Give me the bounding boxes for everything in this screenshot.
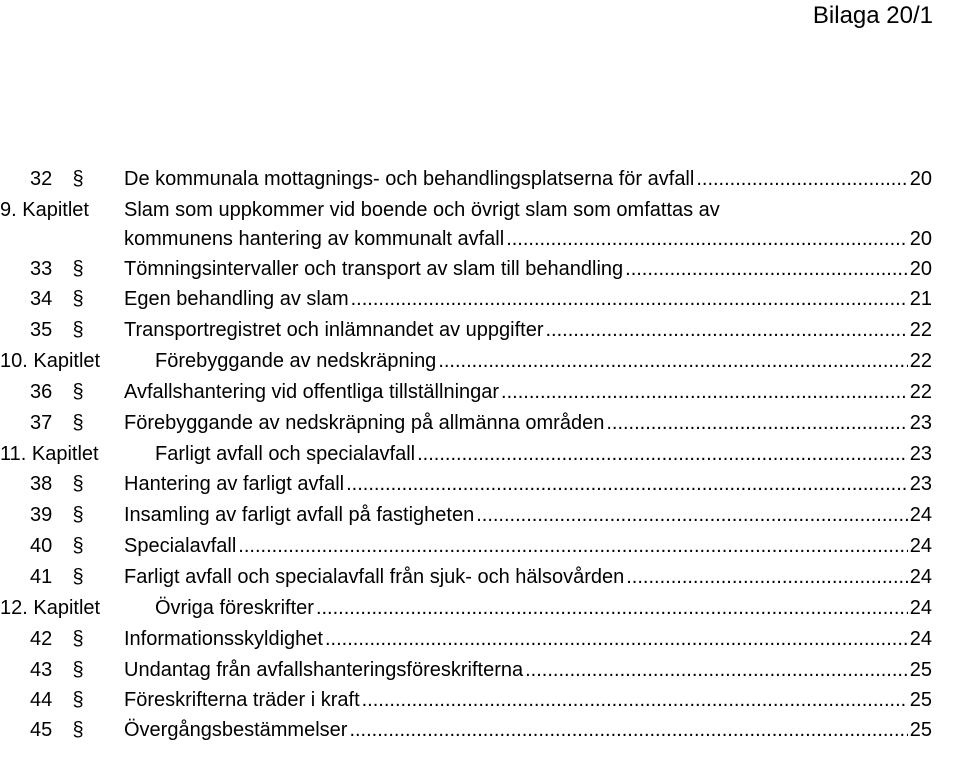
page-number: 22 <box>909 350 932 372</box>
dot-leader <box>238 531 907 562</box>
dot-leader <box>362 685 908 716</box>
chapter-number: 10. Kapitlet <box>0 350 101 372</box>
section-sign: § <box>72 473 84 495</box>
page-number: 25 <box>909 659 932 681</box>
dot-leader <box>476 500 908 531</box>
chapter-number: 11. Kapitlet <box>0 443 99 465</box>
section-number: 32 <box>30 168 53 190</box>
entry-title: Förebyggande av nedskräpning <box>155 350 437 372</box>
toc-entry-section-42[interactable] <box>0 624 960 655</box>
page-number: 25 <box>909 689 932 711</box>
entry-title: Insamling av farligt avfall på fastigheten <box>124 504 475 526</box>
page-number: 23 <box>909 443 932 465</box>
dot-leader <box>325 624 908 655</box>
section-number: 37 <box>30 412 53 434</box>
entry-title: Föreskrifterna träder i kraft <box>124 689 360 711</box>
dot-leader <box>506 224 908 255</box>
chapter-number: 9. Kapitlet <box>0 199 89 221</box>
section-sign: § <box>72 659 84 681</box>
section-sign: § <box>72 628 84 650</box>
entry-title: Informationsskyldighet <box>124 628 323 650</box>
toc-entry-section-36[interactable] <box>0 377 960 408</box>
toc-entry-chapter-10[interactable] <box>0 346 960 377</box>
toc-entry-section-32[interactable] <box>0 164 960 195</box>
toc-entry-section-45[interactable] <box>0 715 960 746</box>
page-number: 24 <box>909 597 932 619</box>
dot-leader <box>525 655 908 686</box>
toc-entry-section-44[interactable] <box>0 685 960 716</box>
entry-title: Undantag från avfallshanteringsföreskrifterna <box>124 659 524 681</box>
dot-leader <box>501 377 908 408</box>
section-number: 42 <box>30 628 53 650</box>
section-number: 36 <box>30 381 53 403</box>
section-number: 43 <box>30 659 53 681</box>
dot-leader <box>625 254 908 285</box>
page-number: 20 <box>909 168 932 190</box>
section-number: 44 <box>30 689 53 711</box>
toc-entry-chapter-9-continued[interactable] <box>0 224 960 255</box>
section-number: 35 <box>30 319 53 341</box>
section-sign: § <box>72 566 84 588</box>
section-number: 39 <box>30 504 53 526</box>
toc-entry-section-38[interactable] <box>0 469 960 500</box>
toc-entry-chapter-12[interactable] <box>0 593 960 624</box>
page-number: 24 <box>909 535 932 557</box>
page-number: 24 <box>909 504 932 526</box>
entry-title: Farligt avfall och specialavfall <box>155 443 416 465</box>
section-sign: § <box>72 689 84 711</box>
entry-title: Övergångsbestämmelser <box>124 719 348 741</box>
toc-entry-section-37[interactable] <box>0 408 960 439</box>
section-sign: § <box>72 535 84 557</box>
page-number: 24 <box>909 628 932 650</box>
section-sign: § <box>72 412 84 434</box>
section-sign: § <box>72 258 84 280</box>
toc-entry-section-39[interactable] <box>0 500 960 531</box>
section-number: 33 <box>30 258 53 280</box>
toc-entry-chapter-11[interactable] <box>0 439 960 470</box>
section-number: 45 <box>30 719 53 741</box>
entry-title: Förebyggande av nedskräpning på allmänna områden <box>124 412 605 434</box>
dot-leader <box>696 164 907 195</box>
entry-title: Avfallshantering vid offentliga tillställningar <box>124 381 500 403</box>
page-number: 20 <box>909 258 932 280</box>
dot-leader <box>626 562 908 593</box>
toc-entry-section-43[interactable] <box>0 655 960 686</box>
dot-leader <box>346 469 908 500</box>
entry-title: kommunens hantering av kommunalt avfall <box>124 228 505 250</box>
entry-title: Farligt avfall och specialavfall från sjuk- och hälsovården <box>124 566 625 588</box>
section-number: 40 <box>30 535 53 557</box>
page-number: 22 <box>909 319 932 341</box>
section-sign: § <box>72 288 84 310</box>
toc-entry-section-35[interactable] <box>0 315 960 346</box>
entry-title: Transportregistret och inlämnandet av uppgifter <box>124 319 544 341</box>
toc-entry-section-40[interactable] <box>0 531 960 562</box>
section-sign: § <box>72 319 84 341</box>
dot-leader <box>438 346 907 377</box>
section-number: 34 <box>30 288 53 310</box>
section-sign: § <box>72 719 84 741</box>
entry-title: Övriga föreskrifter <box>155 597 314 619</box>
chapter-number: 12. Kapitlet <box>0 597 101 619</box>
toc-entry-section-41[interactable] <box>0 562 960 593</box>
dot-leader <box>545 315 907 346</box>
entry-title: Tömningsintervaller och transport av slam till behandling <box>124 258 624 280</box>
entry-title: Egen behandling av slam <box>124 288 349 310</box>
page-number: 20 <box>909 228 932 250</box>
section-sign: § <box>72 168 84 190</box>
page-number: 21 <box>909 288 932 310</box>
entry-title: De kommunala mottagnings- och behandlingsplatserna för avfall <box>124 168 695 190</box>
entry-title: Hantering av farligt avfall <box>124 473 345 495</box>
dot-leader <box>316 593 908 624</box>
toc-entry-chapter-9[interactable] <box>0 195 960 226</box>
entry-title: Specialavfall <box>124 535 237 557</box>
section-sign: § <box>72 381 84 403</box>
page-header: Bilaga 20/1 <box>812 2 933 29</box>
dot-leader <box>349 715 907 746</box>
page-number: 23 <box>909 473 932 495</box>
toc-entry-section-34[interactable] <box>0 284 960 315</box>
page-number: 24 <box>909 566 932 588</box>
dot-leader <box>351 284 908 315</box>
dot-leader <box>417 439 908 470</box>
section-sign: § <box>72 504 84 526</box>
entry-title: Slam som uppkommer vid boende och övrigt slam som omfattas av <box>124 199 720 221</box>
page-number: 25 <box>909 719 932 741</box>
section-number: 38 <box>30 473 53 495</box>
page-number: 23 <box>909 412 932 434</box>
page-number: 22 <box>909 381 932 403</box>
dot-leader <box>606 408 907 439</box>
section-number: 41 <box>30 566 53 588</box>
toc-entry-section-33[interactable] <box>0 254 960 285</box>
